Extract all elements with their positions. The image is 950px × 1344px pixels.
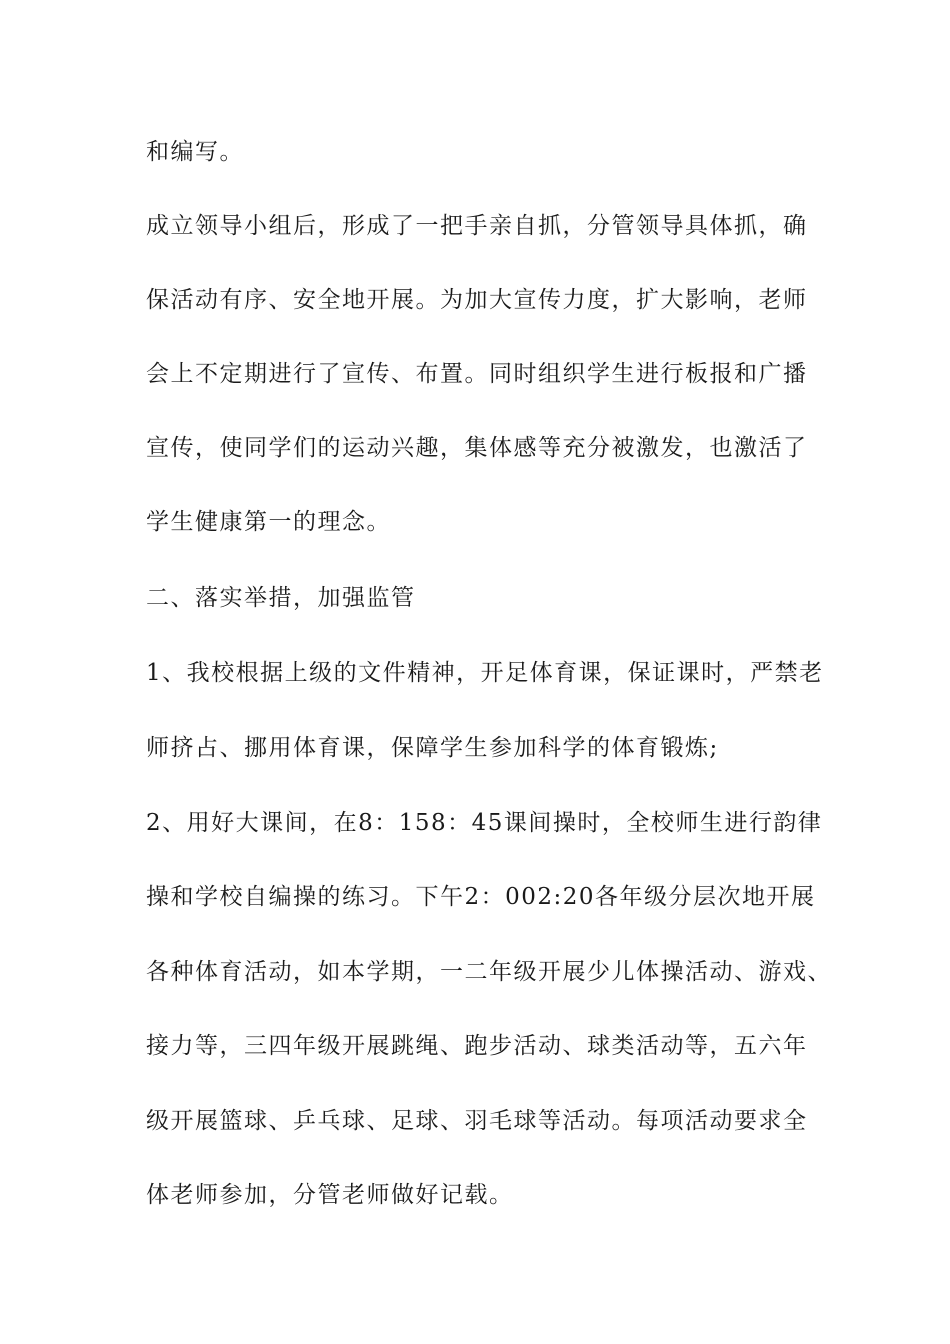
text-line: 师挤占、挪用体育课，保障学生参加科学的体育锻炼; — [146, 735, 719, 761]
text-line: 操和学校自编操的练习。下午2：002:20各年级分层次地开展 — [146, 884, 816, 910]
text-line: 宣传，使同学们的运动兴趣，集体感等充分被激发，也激活了 — [146, 435, 808, 461]
text-line: 和编写。 — [146, 139, 244, 165]
section-heading: 二、落实举措，加强监管 — [146, 585, 416, 611]
text-line: 1、我校根据上级的文件精神，开足体育课，保证课时，严禁老 — [146, 660, 824, 686]
text-line: 各种体育活动，如本学期，一二年级开展少儿体操活动、游戏、 — [146, 959, 832, 985]
text-line: 2、用好大课间，在8：158：45课间操时，全校师生进行韵律 — [146, 810, 823, 836]
text-line: 成立领导小组后，形成了一把手亲自抓，分管领导具体抓，确 — [146, 213, 808, 239]
text-line: 学生健康第一的理念。 — [146, 509, 391, 535]
text-line: 体老师参加，分管老师做好记载。 — [146, 1182, 514, 1208]
text-line: 级开展篮球、乒乓球、足球、羽毛球等活动。每项活动要求全 — [146, 1108, 808, 1134]
text-line: 接力等，三四年级开展跳绳、跑步活动、球类活动等，五六年 — [146, 1033, 808, 1059]
text-line: 保活动有序、安全地开展。为加大宣传力度，扩大影响，老师 — [146, 287, 808, 313]
text-line: 会上不定期进行了宣传、布置。同时组织学生进行板报和广播 — [146, 361, 808, 387]
